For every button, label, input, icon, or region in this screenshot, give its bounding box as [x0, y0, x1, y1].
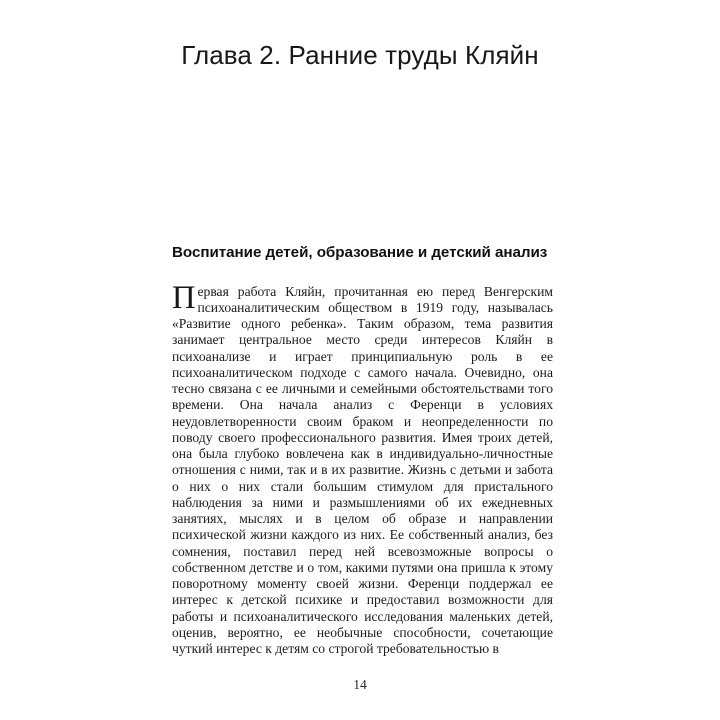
- chapter-title: Глава 2. Ранние труды Кляйн: [181, 40, 539, 70]
- text-column: [172, 243, 553, 671]
- section-heading: Воспитание детей, образование и детский анализ: [172, 244, 548, 261]
- page-number: 14: [353, 677, 367, 692]
- body-paragraph: Первая работа Кляйн, прочитанная ею перед Венгерским психоаналитическим обществом в 1919 году, называлась «Развитие одного ребенка». Таким образом, тема развития занимает центральное место среди интересов Кляйн в психоанализе и играет принципиальную роль в ее психоаналитическом подходе с самого начала. Очевидно, она тесно связана с ее личными и семейными обстоятельствами того времени. Она начала анализ с Ференци в условиях неудовлетворенности своим браком и неопределенности по поводу своего профессионального развития. Имея троих детей, она была глубоко вовлечена как в индивидуально-личностные отношения с ними, так и в их развитие. Жизнь с детьми и забота о них о них стали большим стимулом для пристального наблюдения за ними и размышлениями об их ежедневных занятиях, мыслях и в целом об образе и направлении психической жизни каждого из них. Ее собственный анализ, без сомнения, поставил перед ней всевозможные вопросы о собственном детстве и о том, какими путями она пришла к этому поворотному моменту своей жизни. Ференци поддержал ее интерес к детской психике и предоставил возможности для работы и психоаналитического исследования маленьких детей, оценив, вероятно, ее необычные способности, сочетающие чуткий интерес к детям со строгой требовательностью в: [172, 279, 553, 656]
